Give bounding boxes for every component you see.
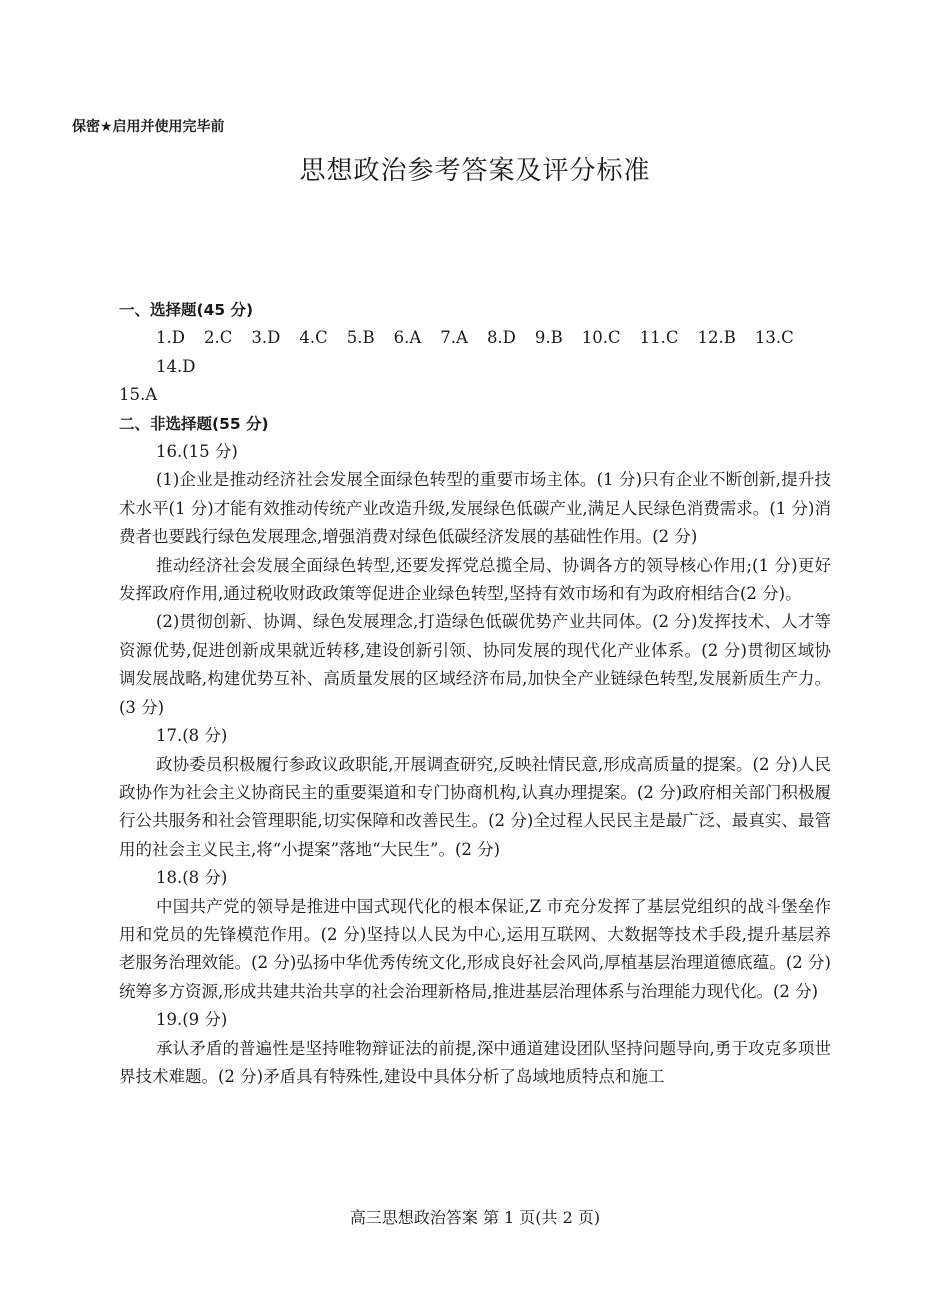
choice-answer-list	[119, 324, 831, 381]
choice-answer: 1.D	[156, 328, 185, 348]
choice-answer-overflow: 15.A	[119, 385, 158, 405]
choice-answer: 4.C	[299, 328, 328, 348]
choice-answer: 9.B	[534, 328, 563, 348]
choice-answer: 12.B	[697, 328, 736, 348]
q16-paragraph-2: 推动经济社会发展全面绿色转型,还要发挥党总揽全局、协调各方的领导核心作用;(1 分)更好发挥政府作用,通过税收财政政策等促进企业绿色转型,坚持有效市场和有为政府相结合(2 分)。	[119, 555, 831, 604]
answer-content	[119, 296, 831, 1091]
choice-answer: 13.C	[754, 328, 794, 348]
choice-answer: 5.B	[346, 328, 375, 348]
choice-answer: 10.C	[581, 328, 621, 348]
page-title: 思想政治参考答案及评分标准	[299, 156, 651, 186]
section2-heading: 二、非选择题(55 分)	[119, 414, 269, 433]
choice-answer: 8.D	[486, 328, 516, 348]
q19-label: 19.(9 分)	[156, 1010, 228, 1030]
confidential-label: 保密★启用并使用完毕前	[72, 119, 225, 135]
q16-paragraph-1: (1)企业是推动经济社会发展全面绿色转型的重要市场主体。(1 分)只有企业不断创新,提升技术水平(1 分)才能有效推动传统产业改造升级,发展绿色低碳产业,满足人民绿色消费需求。(1 分)消费者也要践行绿色发展理念,增强消费对绿色低碳经济发展的基础性作用。(2 分)	[119, 470, 831, 547]
q19-paragraph-1: 承认矛盾的普遍性是坚持唯物辩证法的前提,深中通道建设团队坚持问题导向,勇于攻克多项世界技术难题。(2 分)矛盾具有特殊性,建设中具体分析了岛域地质特点和施工	[119, 1038, 831, 1086]
section1-heading: 一、选择题(45 分)	[119, 301, 254, 319]
choice-answer: 6.A	[393, 328, 422, 348]
choice-answer: 2.C	[203, 328, 233, 348]
q18-label: 18.(8 分)	[156, 868, 228, 888]
q17-paragraph-1: 政协委员积极履行参政议政职能,开展调查研究,反映社情民意,形成高质量的提案。(2 分)人民政协作为社会主义协商民主的重要渠道和专门协商机构,认真办理提案。(2 分)政府相关部门积极履行公共服务和社会管理职能,切实保障和改善民生。(2 分)全过程人民民主是最广泛、最真实、最管用的社会主义民主,将“小提案”落地“大民生”。(2 分)	[119, 754, 831, 859]
q16-label: 16.(15 分)	[156, 442, 238, 462]
choice-answer: 14.D	[156, 356, 196, 376]
choice-answer: 7.A	[440, 328, 468, 348]
q16-paragraph-3: (2)贯彻创新、协调、绿色发展理念,打造绿色低碳优势产业共同体。(2 分)发挥技术、人才等资源优势,促进创新成果就近转移,建设创新引领、协同发展的现代化产业体系。(2 分)贯彻区域协调发展战略,构建优势互补、高质量发展的区域经济布局,加快全产业链绿色转型,发展新质生产力。(3 分)	[119, 612, 831, 717]
choice-answer: 11.C	[639, 328, 679, 348]
choice-answer: 3.D	[251, 328, 281, 348]
q17-label: 17.(8 分)	[156, 726, 228, 746]
page-footer: 高三思想政治答案 第 1 页(共 2 页)	[349, 1208, 601, 1227]
q18-paragraph-1: 中国共产党的领导是推进中国式现代化的根本保证,Z 市充分发挥了基层党组织的战斗堡垒作用和党员的先锋模范作用。(2 分)坚持以人民为中心,运用互联网、大数据等技术手段,提升基层养老服务治理效能。(2 分)弘扬中华优秀传统文化,形成良好社会风尚,厚植基层治理道德底蕴。(2 分)统筹多方资源,形成共建共治共享的社会治理新格局,推进基层治理体系与治理能力现代化。(2 分)	[119, 896, 831, 1001]
